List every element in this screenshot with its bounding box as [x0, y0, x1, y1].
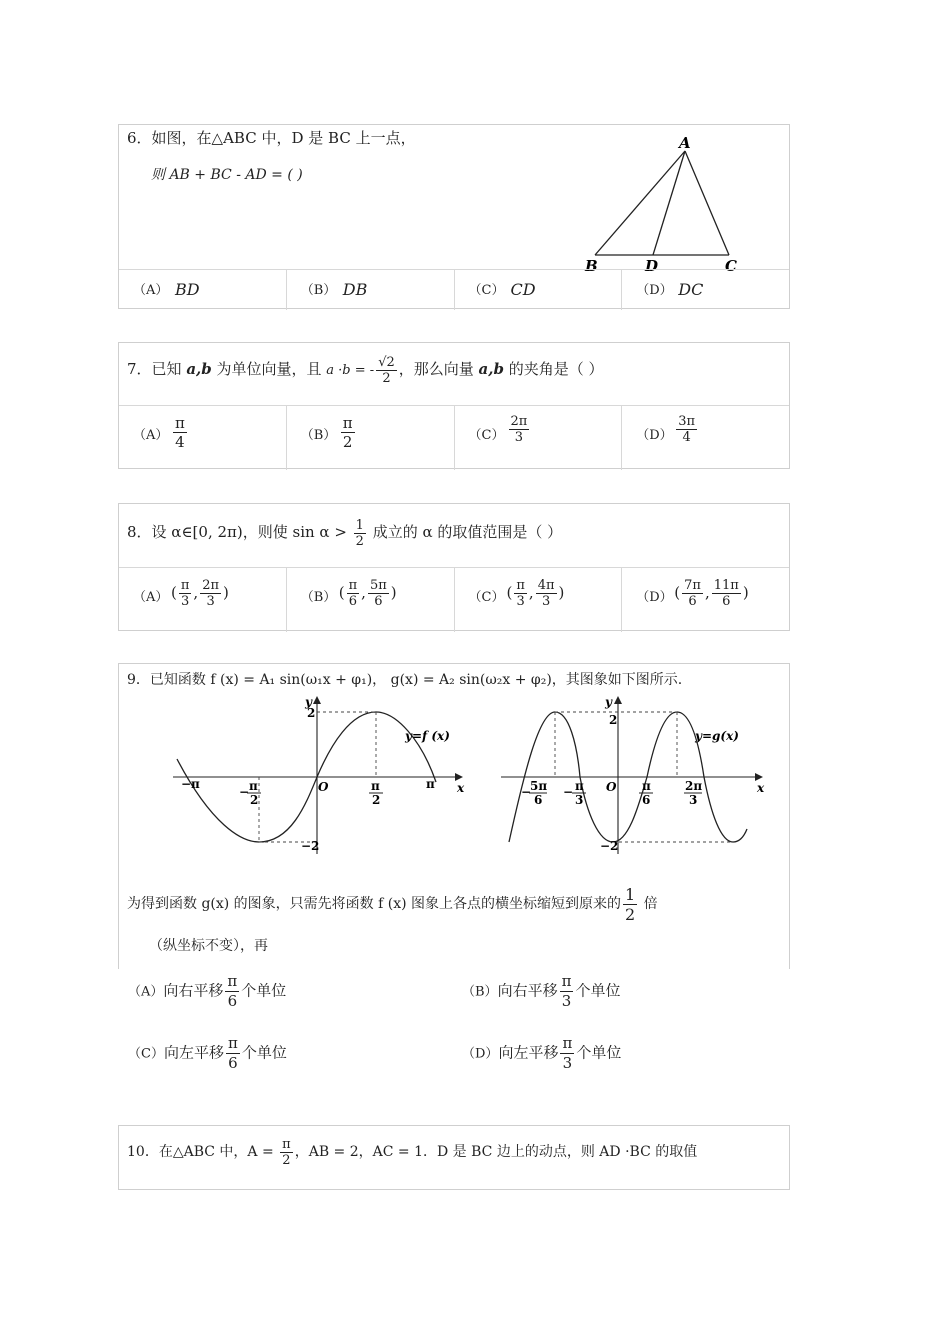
q9-option-b[interactable]: （B）向右平移 $\frac{\pi}{3}$ 个单位	[462, 972, 621, 1010]
option-a[interactable]: （A） BD	[119, 270, 287, 310]
triangle-diagram	[579, 131, 769, 281]
option-d[interactable]: （D） $\frac{3\pi}{4}$	[636, 414, 696, 445]
option-c[interactable]: （C） $\frac{2\pi}{3}$	[455, 406, 623, 470]
tick-neg-2: −2	[301, 839, 320, 853]
tick-pi3-den: 3	[575, 793, 584, 807]
y-label: y	[305, 695, 312, 709]
question-9-box	[118, 663, 790, 969]
question-8-box	[118, 503, 790, 631]
option-b[interactable]: （B） ( $\frac{\pi}{6}$ , $\frac{5\pi}{6}$ )	[287, 568, 455, 632]
tick-half-num: π	[371, 779, 380, 793]
option-d[interactable]: （D） ( $\frac{7\pi}{6}$ , $\frac{11\pi}{6}$ )	[636, 578, 749, 609]
vertex-a-label: A	[679, 134, 691, 152]
question-7-stem: 7．已知 a,b 为单位向量，且 a ·b = - $\frac{√2}{2}$ ，那么向量 a,b 的夹角是（ ）	[127, 354, 604, 386]
q9-option-a[interactable]: （A）向右平移 $\frac{\pi}{6}$ 个单位	[128, 972, 287, 1010]
tick-pi6-den: 6	[642, 793, 651, 807]
question-8-stem: 8．设 α∈[0, 2π)，则使 sin α > $\frac{1}{2}$ 成立的 α 的取值范围是（ ）	[127, 517, 563, 549]
question-10-box	[118, 1125, 790, 1190]
tick-neg-half-num: π	[249, 779, 258, 793]
tick-neg-pi: −π	[181, 777, 200, 791]
tick-pi6-num: π	[642, 779, 651, 793]
tick-neg-half-minus: −	[239, 785, 250, 799]
tick-2: 2	[307, 706, 316, 720]
question-7-options	[119, 405, 789, 470]
question-8-options	[119, 567, 789, 632]
g-curve-label: y=g(x)	[695, 729, 739, 743]
tick-2: 2	[609, 713, 618, 727]
tick-2pi3-num: 2π	[685, 779, 703, 793]
tick-half-den: 2	[372, 793, 381, 807]
option-b[interactable]: （B） DB	[287, 270, 455, 310]
option-a[interactable]: （A） ( $\frac{\pi}{3}$ , $\frac{2\pi}{3}$ )	[119, 568, 287, 632]
q9-option-c[interactable]: （C）向左平移 $\frac{\pi}{6}$ 个单位	[128, 1034, 287, 1072]
vertex-c-label: C	[725, 257, 737, 275]
x-label: x	[757, 781, 765, 795]
tick-pi: π	[426, 777, 435, 791]
f-curve-label: y=f (x)	[405, 729, 450, 743]
option-c[interactable]: （C） CD	[455, 270, 623, 310]
q9-option-d[interactable]: （D）向左平移 $\frac{\pi}{3}$ 个单位	[462, 1034, 622, 1072]
graph-g	[499, 694, 779, 859]
tick-5pi6-den: 6	[534, 793, 543, 807]
tick-pi3-num: π	[575, 779, 584, 793]
option-d[interactable]: （D） DC	[636, 280, 704, 299]
question-6-box	[118, 124, 790, 309]
tick-neg-5pi6-minus: −	[521, 785, 532, 799]
question-9-instruction: 为得到函数 g(x) 的图象，只需先将函数 f (x) 图象上各点的横坐标缩短到原来的 $\frac{1}{2}$ 倍	[127, 884, 658, 924]
origin-label: O	[606, 780, 617, 794]
vertex-d-label: D	[645, 257, 659, 275]
option-a[interactable]: （A） $\frac{\pi}{4}$	[119, 406, 287, 470]
x-label: x	[457, 781, 465, 795]
question-6-stem: 6．如图，在△ABC 中，D 是 BC 上一点，	[127, 129, 416, 147]
option-c[interactable]: （C） ( $\frac{\pi}{3}$ , $\frac{4\pi}{3}$ )	[455, 568, 623, 632]
question-9-stem: 9．已知函数 f (x) = A₁ sin(ω₁x + φ₁)， g(x) = A₂ sin(ω₂x + φ₂)，其图象如下图所示.	[127, 672, 683, 688]
question-10-stem: 10．在△ABC 中，A = $\frac{\pi}{2}$ ，AB = 2，AC = 1．D 是 BC 边上的动点，则 AD ·BC 的取值	[127, 1136, 698, 1168]
tick-2pi3-den: 3	[689, 793, 698, 807]
origin-label: O	[318, 780, 329, 794]
tick-neg-2: −2	[600, 839, 619, 853]
question-9-instruction-line2: （纵坐标不变），再	[149, 938, 268, 954]
tick-neg-half-den: 2	[250, 793, 259, 807]
tick-5pi6-num: 5π	[530, 779, 548, 793]
tick-neg-pi3-minus: −	[563, 785, 574, 799]
vertex-b-label: B	[585, 257, 598, 275]
y-label: y	[605, 695, 612, 709]
question-7-box	[118, 342, 790, 469]
option-b[interactable]: （B） $\frac{\pi}{2}$	[287, 406, 455, 470]
question-6-options	[119, 269, 789, 310]
question-6-expression: 则 AB + BC - AD = ( )	[151, 167, 303, 183]
graph-f	[171, 694, 471, 859]
